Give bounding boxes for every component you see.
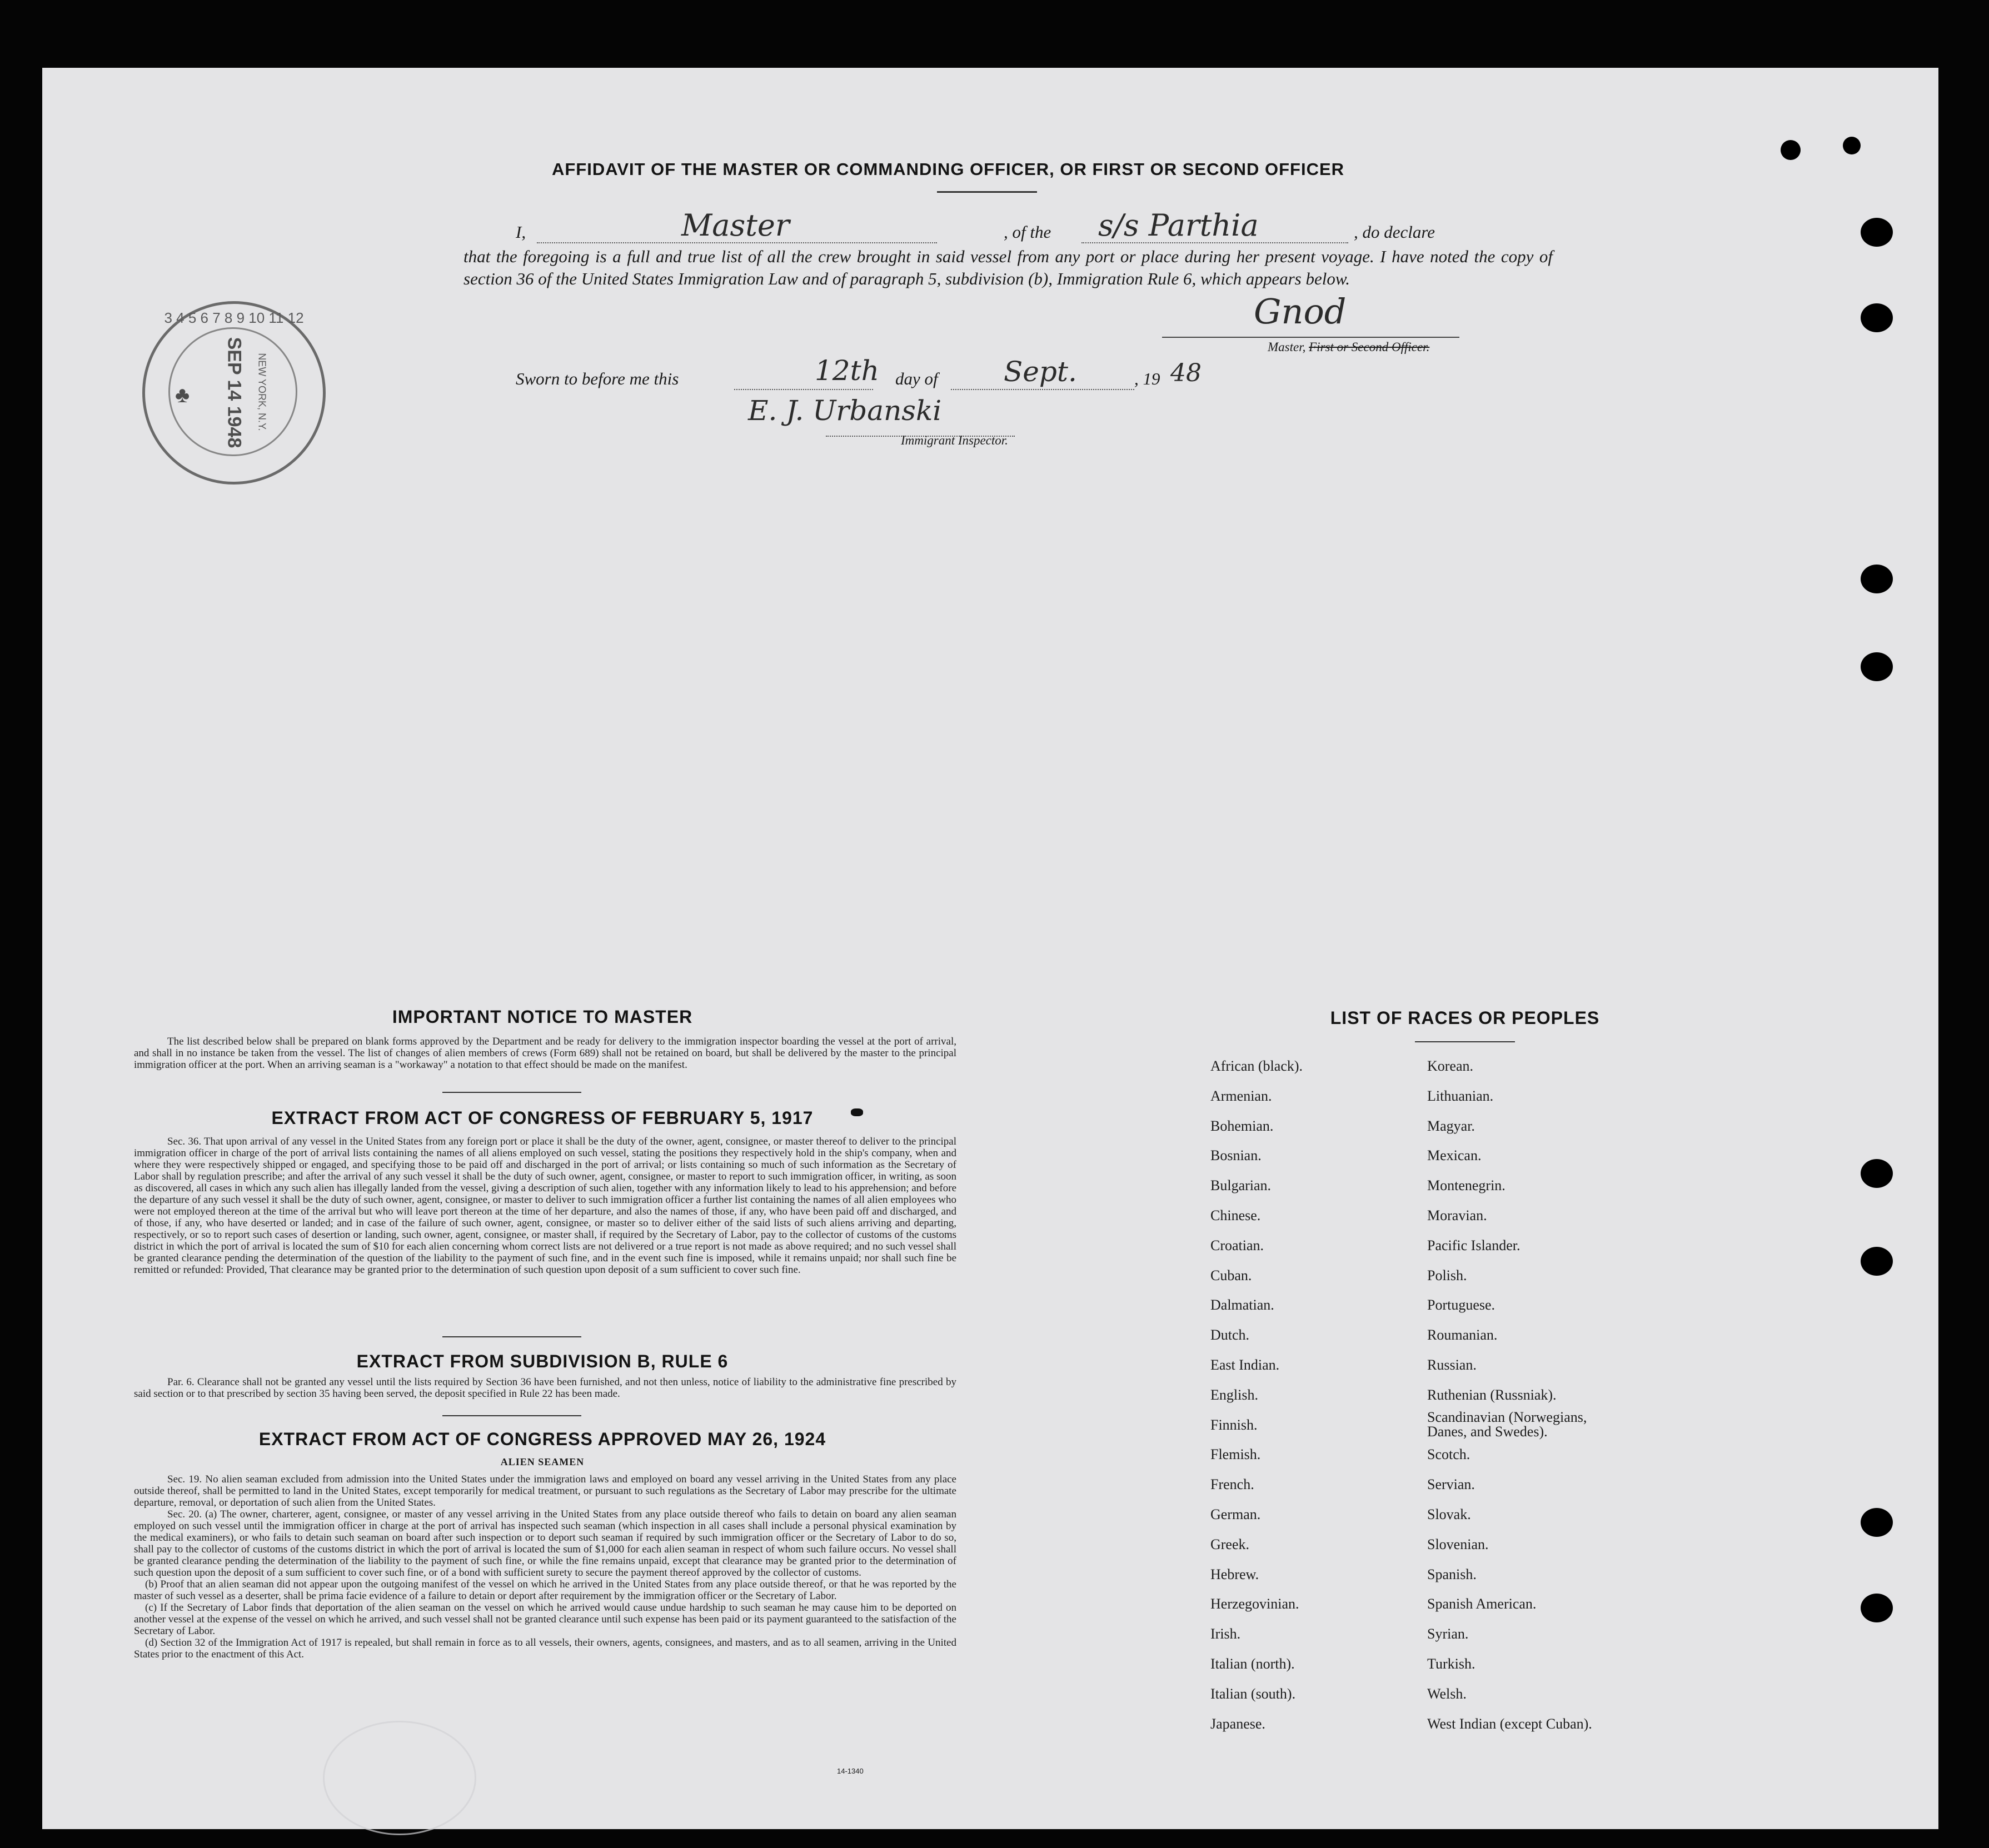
subdivision-text: Par. 6. Clearance shall not be granted any vessel until the lists required by Section 36 have been furnished, and not then unless, notice of liability to the administrative fine prescribed by said section or to that prescribed by section 35 having been served, the deposit specified in Rule 22 has been made. bbox=[134, 1376, 956, 1400]
signature-line bbox=[1162, 337, 1459, 338]
stamp-date: SEP 14 1948 bbox=[223, 337, 245, 448]
paragraph: Sec. 20. (a) The owner, charterer, agent, consignee, or master of any vessel arriving in the United States from any place outside thereof who fails to detain on board any alien seaman employed on such vessel until the immigration officer in charge at the port of arrival has inspected such seaman (which inspection in all cases shall include a personal physical examination by the medical examiners), or who fails to detain such seaman on board after such inspection or to deport such seaman if required by such immigration officer or the Secretary of Labor to do so, shall pay to the collector of customs of the customs district in which the port of arrival is located the sum of $1,000 for each alien seaman in respect of whom such failure occurs. No vessel shall be granted clearance pending the determination of the liability to the payment of such fine, or while the fine remains unpaid, except that clearance may be granted prior to the determination of such question upon the deposit of a sum sufficient to cover such fine, or of a bond with sufficient surety to secure the payment thereof approved by the collector of customs. bbox=[134, 1509, 956, 1579]
race-item: Scotch. bbox=[1427, 1446, 1470, 1463]
race-item: African (black). bbox=[1210, 1058, 1303, 1074]
race-item: Herzegovinian. bbox=[1210, 1596, 1299, 1612]
date-stamp bbox=[142, 301, 326, 485]
punch-hole bbox=[1861, 303, 1893, 332]
race-item: Russian. bbox=[1427, 1356, 1477, 1373]
race-item: Korean. bbox=[1427, 1058, 1474, 1074]
affidavit-title: AFFIDAVIT OF THE MASTER OR COMMANDING OFFICER, OR FIRST OR SECOND OFFICER bbox=[551, 159, 1345, 179]
races-right-column bbox=[1427, 1051, 1616, 1739]
paragraph: (b) Proof that an alien seaman did not appear upon the outgoing manifest of the vessel on which he arrived in the United States from any place outside thereof, or that he was reported by the master of such vessel as a deserter, shall be prima facie evidence of a failure to detain or deport after requirement by the immigration officer or the Secretary of Labor. bbox=[134, 1579, 956, 1602]
race-item: Greek. bbox=[1210, 1536, 1250, 1552]
race-item: Italian (north). bbox=[1210, 1655, 1295, 1672]
race-item: Bohemian. bbox=[1210, 1117, 1274, 1134]
race-item: Portuguese. bbox=[1427, 1297, 1496, 1313]
stamp-emblem: ♣ bbox=[175, 382, 190, 407]
i-label: I, bbox=[516, 222, 526, 242]
race-item: Turkish. bbox=[1427, 1655, 1475, 1672]
race-item: Polish. bbox=[1427, 1267, 1467, 1283]
race-item: Lithuanian. bbox=[1427, 1087, 1494, 1104]
day-of-label: day of bbox=[895, 369, 938, 388]
paragraph: (c) If the Secretary of Labor finds that deportation of the alien seaman on the vessel on which he arrived would cause undue hardship to such seaman he may cause him to be deported on another vessel at the expense of the vessel on which he arrived, and such vessel shall not be granted clearance until such expense has been paid or its payment guaranteed to the satisfaction of the Secretary of Labor. bbox=[134, 1602, 956, 1637]
race-item: Moravian. bbox=[1427, 1207, 1487, 1223]
race-item: German. bbox=[1210, 1506, 1261, 1522]
race-item: Armenian. bbox=[1210, 1087, 1272, 1104]
race-item: Bosnian. bbox=[1210, 1147, 1262, 1164]
race-item: Italian (south). bbox=[1210, 1685, 1296, 1702]
extract-1924-body bbox=[134, 1474, 956, 1660]
race-item: West Indian (except Cuban). bbox=[1427, 1715, 1592, 1732]
extract-1917-text: Sec. 36. That upon arrival of any vessel in the United States from any foreign port or place it shall be the duty of the owner, agent, consignee, or master thereof to deliver to the principal immigration officer in charge of the port of arrival lists containing the names of all aliens employed on such vessel, stating the positions they respectively hold in the ship's company, when and where they were respectively shipped or engaged, and specifying those to be paid off and discharged in the port of arrival; or lists containing so much of such information as the Secretary of Labor shall by regulation prescribe; and after the arrival of any such vessel it shall be the duty of such owner, agent, consignee, or master to report to such immigration officer, in writing, as soon as discovered, all cases in which any such alien has illegally landed from the vessel, giving a description of such alien, together with any information likely to lead to his apprehension; and before the departure of any such vessel it shall be the duty of such owner, agent, consignee, or master to deliver to such immigration officer a further list containing the names of all alien employees who were not employed thereon at the time of the arrival but who will leave port thereon at the time of her departure, and also the names of those, if any, who have been paid off and discharged, and of those, if any, who have deserted or landed; and in case of the failure of such owner, agent, consignee, or master so to deliver either of the said lists of such aliens arriving and departing, respectively, or so to report such cases of desertion or landing, such owner, agent, consignee, or master shall, if required by the Secretary of Labor, pay to the collector of customs of the customs district in which the port of arrival is located the sum of $10 for each alien concerning whom correct lists are not delivered or a true report is not made as above required; and no such vessel shall be granted clearance pending the determination of the question of the liability to the payment of such fine, and in the event such fine is imposed, while it remains unpaid; nor shall such fine be remitted or refunded: Provided, That clearance may be granted prior to the determination of such question upon deposit of a sum sufficient to cover such fine. bbox=[134, 1136, 956, 1276]
master-signature: Gnod bbox=[1254, 291, 1347, 332]
race-item: Dalmatian. bbox=[1210, 1297, 1274, 1313]
ink-blot bbox=[851, 1108, 863, 1116]
race-item: Hebrew. bbox=[1210, 1566, 1259, 1582]
race-item: English. bbox=[1210, 1386, 1258, 1403]
fill-line bbox=[1081, 242, 1348, 243]
punch-hole bbox=[1861, 565, 1893, 593]
race-item: Slovenian. bbox=[1427, 1536, 1489, 1552]
master-handwritten: Master bbox=[681, 208, 790, 243]
inspector-signature: E. J. Urbanski bbox=[748, 394, 942, 427]
signature-role bbox=[1268, 340, 1429, 354]
subdivision-title: EXTRACT FROM SUBDIVISION B, RULE 6 bbox=[356, 1351, 729, 1371]
of-the-label: , of the bbox=[1004, 222, 1051, 242]
year-handwritten: 48 bbox=[1170, 359, 1202, 387]
race-item: Bulgarian. bbox=[1210, 1177, 1272, 1194]
year-prefix: , 19 bbox=[1134, 369, 1160, 388]
sworn-day-handwritten: 12th bbox=[815, 354, 879, 387]
embossed-seal bbox=[323, 1721, 476, 1835]
title-divider bbox=[937, 191, 1037, 193]
race-item: Cuban. bbox=[1210, 1267, 1252, 1283]
paragraph: Sec. 19. No alien seaman excluded from admission into the United States under the immigration laws and employed on board any vessel arriving in the United States from any place outside thereof, shall be permitted to land in the United States, except temporarily for medical treatment, or pursuant to such regulations as the Secretary of Labor may prescribe for the ultimate departure, removal, or deportation of such alien from the United States. bbox=[134, 1474, 956, 1509]
punch-hole bbox=[1861, 1594, 1893, 1622]
notice-text: The list described below shall be prepared on blank forms approved by the Department and be ready for delivery to the immigration inspector boarding the vessel at the port of arrival, and shall in no instance be taken from the vessel. The list of changes of alien members of crews (Form 689) shall not be retained on board, but shall be delivered by the master to the principal immigration officer at the port. When an arriving seaman is a "workaway" a notation to that effect should be made on the manifest. bbox=[134, 1036, 956, 1071]
race-item: Japanese. bbox=[1210, 1715, 1265, 1732]
stamp-numbers: 3 4 5 6 7 8 9 10 11 12 bbox=[164, 309, 304, 326]
punch-hole bbox=[1861, 1159, 1893, 1188]
race-item: Finnish. bbox=[1210, 1416, 1258, 1433]
fill-line bbox=[734, 389, 873, 390]
vessel-handwritten: s/s Parthia bbox=[1098, 208, 1259, 243]
inspector-label: Immigrant Inspector. bbox=[901, 433, 1008, 447]
race-item: Syrian. bbox=[1427, 1626, 1469, 1642]
role-master: Master, bbox=[1268, 340, 1309, 354]
race-item: Irish. bbox=[1210, 1626, 1241, 1642]
fill-line bbox=[951, 389, 1134, 390]
race-item: Flemish. bbox=[1210, 1446, 1261, 1463]
punch-hole bbox=[1861, 652, 1893, 681]
role-struck: First or Second Officer. bbox=[1309, 340, 1430, 354]
race-item: Scandinavian (Norwegians, Danes, and Swedes). bbox=[1427, 1409, 1587, 1440]
race-item: Spanish American. bbox=[1427, 1596, 1537, 1612]
extract-1917-title: EXTRACT FROM ACT OF CONGRESS OF FEBRUARY 5, 1917 bbox=[271, 1108, 814, 1128]
race-item: Montenegrin. bbox=[1427, 1177, 1506, 1194]
notice-title: IMPORTANT NOTICE TO MASTER bbox=[392, 1007, 693, 1027]
race-item: Spanish. bbox=[1427, 1566, 1477, 1582]
sworn-label: Sworn to before me this bbox=[516, 369, 679, 388]
stamp-city: NEW YORK, N.Y. bbox=[256, 353, 268, 431]
race-item: Slovak. bbox=[1427, 1506, 1471, 1522]
document-page bbox=[42, 68, 1938, 1829]
race-item: Croatian. bbox=[1210, 1237, 1264, 1253]
section-divider bbox=[442, 1092, 581, 1093]
alien-seamen-subtitle: ALIEN SEAMEN bbox=[500, 1456, 585, 1467]
race-item: Roumanian. bbox=[1427, 1327, 1498, 1343]
declaration-line bbox=[42, 208, 1938, 250]
race-item: East Indian. bbox=[1210, 1356, 1280, 1373]
punch-hole bbox=[1861, 1247, 1893, 1276]
punch-hole bbox=[1781, 140, 1801, 160]
race-item: Chinese. bbox=[1210, 1207, 1261, 1223]
declaration-body: that the foregoing is a full and true list of all the crew brought in said vessel from any port or place during her present voyage. I have noted the copy of section 36 of the United States Immigration Law and of paragraph 5, subdivision (b), Immigration Rule 6, which appears below. bbox=[463, 247, 1553, 288]
punch-hole bbox=[1843, 137, 1861, 154]
race-item: Dutch. bbox=[1210, 1327, 1250, 1343]
fill-line bbox=[537, 242, 937, 243]
race-item: Pacific Islander. bbox=[1427, 1237, 1521, 1253]
section-divider bbox=[442, 1415, 581, 1416]
do-declare-label: , do declare bbox=[1354, 222, 1435, 242]
race-item: French. bbox=[1210, 1476, 1254, 1493]
sworn-month-handwritten: Sept. bbox=[1004, 356, 1077, 388]
punch-hole bbox=[1861, 1508, 1893, 1537]
race-item: Ruthenian (Russniak). bbox=[1427, 1386, 1557, 1403]
races-divider bbox=[1415, 1041, 1515, 1042]
section-divider bbox=[442, 1336, 581, 1337]
races-title: LIST OF RACES OR PEOPLES bbox=[1330, 1008, 1600, 1028]
races-left-column bbox=[1210, 1051, 1303, 1739]
race-item: Mexican. bbox=[1427, 1147, 1482, 1164]
paragraph: (d) Section 32 of the Immigration Act of 1917 is repealed, but shall remain in force as to all vessels, their owners, agents, consignees, and masters, and as to all seamen, arriving in the United States prior to the enactment of this Act. bbox=[134, 1637, 956, 1660]
extract-1924-title: EXTRACT FROM ACT OF CONGRESS APPROVED MAY 26, 1924 bbox=[258, 1429, 826, 1449]
race-item: Welsh. bbox=[1427, 1685, 1467, 1702]
race-item: Magyar. bbox=[1427, 1117, 1475, 1134]
form-number: 14-1340 bbox=[837, 1767, 864, 1775]
race-item: Servian. bbox=[1427, 1476, 1475, 1493]
